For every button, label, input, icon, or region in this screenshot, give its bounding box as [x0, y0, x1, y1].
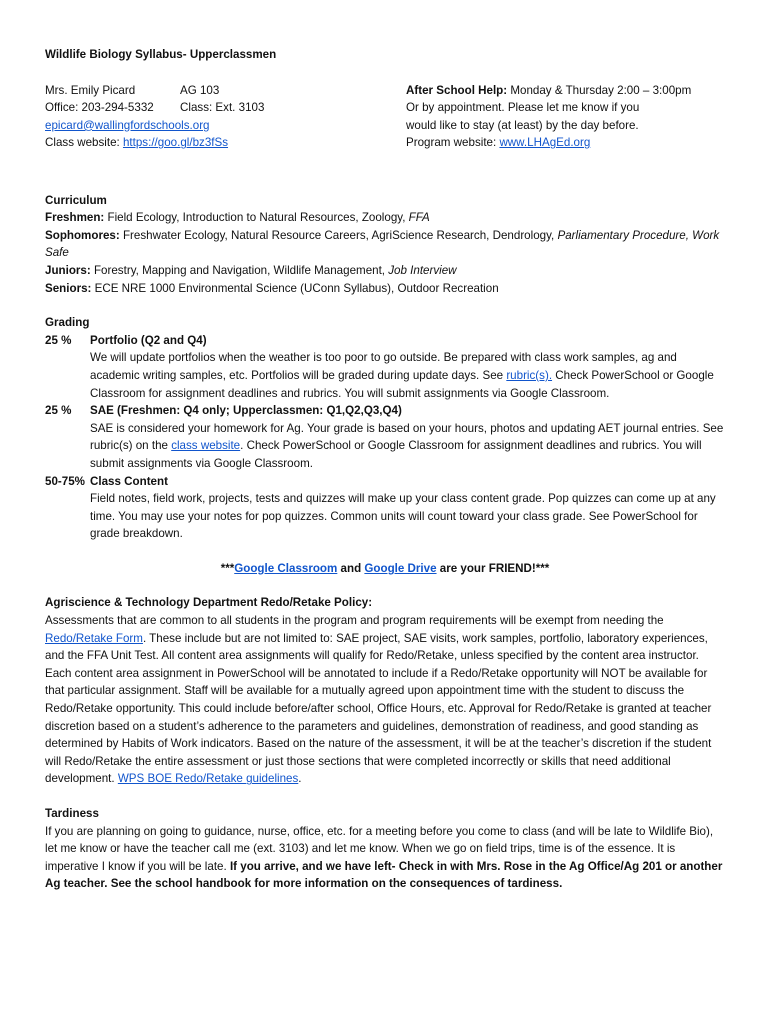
- class-extension: Class: Ext. 3103: [180, 101, 265, 115]
- help-appointment-line: Or by appointment. Please let me know if you: [406, 101, 640, 115]
- syllabus-title: Wildlife Biology Syllabus- Upperclassmen: [45, 48, 277, 61]
- teacher-name: Mrs. Emily Picard: [45, 83, 136, 97]
- tardiness-body: If you are planning on going to guidance, nurse, office, etc. for a meeting before you come to class (and will be late to Wildlife Bio), let me know or have the teacher call me (ext. 3103) and let me know. When we go on field trips, time is of the essence. It is imperative I know if you will be late. If you arrive, and we have left- Check in with Mrs. Rose in the Ag Office/Ag 201 or another Ag teacher. See the school handbook for more information on the consequences of tardiness.: [45, 824, 723, 891]
- class-website-label: Class website:: [45, 136, 123, 150]
- teacher-info: [45, 82, 395, 152]
- curriculum-freshmen: Freshmen: Field Ecology, Introduction to Natural Resources, Zoology, FFA: [45, 211, 430, 225]
- help-info: [406, 82, 726, 152]
- grading-percent: 50-75%: [45, 474, 85, 488]
- redo-retake-guidelines-link[interactable]: WPS BOE Redo/Retake guidelines: [117, 772, 299, 786]
- grading-item: [45, 332, 725, 402]
- grading-item-description: Field notes, field work, projects, tests and quizzes will make up your class content grade. Pop quizzes can come up at any time. You may use your notes for pop quizzes. Common units will count toward your class grade. See PowerSchool for grade breakdown.: [90, 492, 716, 541]
- grading-item-title: Portfolio (Q2 and Q4): [90, 333, 207, 347]
- grading-section: [45, 314, 725, 543]
- curriculum-juniors: Juniors: Forestry, Mapping and Navigation, Wildlife Management, Job Interview: [45, 263, 457, 277]
- office-phone: Office: 203-294-5332: [45, 101, 154, 115]
- curriculum-section: [45, 192, 725, 298]
- program-website-link[interactable]: www.LHAgEd.org: [499, 136, 591, 150]
- redo-retake-section: [45, 594, 725, 788]
- google-drive-link[interactable]: Google Drive: [364, 561, 437, 575]
- friend-line: ***Google Classroom and Google Drive are your FRIEND!***: [220, 561, 550, 575]
- help-label: After School Help:: [406, 83, 508, 97]
- teacher-email-link[interactable]: epicard@wallingfordschools.org: [45, 118, 210, 132]
- grading-item-description: SAE is considered your homework for Ag. Your grade is based on your hours, photos and updating AET journal entries. See rubric(s) on the class website. Check PowerSchool or Google Classroom for assignment deadlines and rubrics. You will submit assignments via Google Classroom.: [90, 421, 724, 470]
- curriculum-seniors: Seniors: ECE NRE 1000 Environmental Science (UConn Syllabus), Outdoor Recreation: [45, 281, 499, 295]
- grading-heading: Grading: [45, 316, 90, 330]
- grading-item: [45, 473, 725, 543]
- contact-header: [45, 82, 725, 188]
- class-website-link[interactable]: https://goo.gl/bz3fSs: [122, 136, 229, 150]
- tardiness-heading: Tardiness: [45, 807, 99, 820]
- grading-percent: 25 %: [45, 404, 72, 418]
- teacher-room: AG 103: [180, 83, 220, 97]
- grading-item-title: SAE (Freshmen: Q4 only; Upperclassmen: Q1,Q2,Q3,Q4): [90, 404, 402, 418]
- syllabus-page: [45, 46, 725, 893]
- help-times: Monday & Thursday 2:00 – 3:00pm: [507, 83, 692, 97]
- tardiness-section: [45, 805, 725, 893]
- sae-class-website-link[interactable]: class website: [171, 439, 241, 453]
- grading-percent: 25 %: [45, 333, 72, 347]
- portfolio-rubric-link[interactable]: rubric(s).: [506, 368, 553, 382]
- grading-item: [45, 402, 725, 472]
- redo-retake-form-link[interactable]: Redo/Retake Form: [45, 631, 143, 645]
- help-notice-line: would like to stay (at least) by the day before.: [406, 118, 639, 132]
- curriculum-sophomores: Sophomores: Freshwater Ecology, Natural Resource Careers, AgriScience Research, Dendrology, Parliamentary Procedure, Work Safe: [45, 228, 720, 260]
- redo-retake-body: Assessments that are common to all students in the program and program requirements will be exempt from needing the Redo/Retake Form. These include but are not limited to: SAE project, SAE visits, work samples, portfolio, laboratory experiences, and the FFA Unit Test. All content area assignments will qualify for Redo/Retake, unless specified by the content area instructor. Each content area assignment in PowerSchool will be annotated to include if a Redo/Retake opportunity will NOT be available for that particular assignment. Staff will be available for a mutually agreed upon appointment time with the student to discuss the Redo/Retake opportunity. This could include before/after school, Office Hours, etc. Approval for Redo/Retake is granted at teacher discretion based on a student’s adherence to the parameters and guidelines, demonstration of readiness, and good standing as determined by Habits of Work indicators. Based on the nature of the assessment, it will be at the teacher’s discretion if the student will Redo/Retake the entire assessment or just those sections that were completed incorrectly or skills that need additional development. WPS BOE Redo/Retake guidelines.: [45, 614, 712, 786]
- redo-retake-heading: Agriscience & Technology Department Redo/Retake Policy:: [45, 596, 373, 610]
- grading-item-description: We will update portfolios when the weather is too poor to go outside. Be prepared with class work samples, ag and academic writing samples, etc. Portfolios will be graded during update days. See rubric(s). Check PowerSchool or Google Classroom for assignment deadlines and rubrics. You will submit assignments via Google Classroom.: [90, 351, 714, 400]
- grading-item-title: Class Content: [90, 474, 168, 488]
- google-classroom-link[interactable]: Google Classroom: [234, 561, 338, 575]
- curriculum-heading: Curriculum: [45, 193, 107, 207]
- program-website-label: Program website:: [406, 136, 500, 150]
